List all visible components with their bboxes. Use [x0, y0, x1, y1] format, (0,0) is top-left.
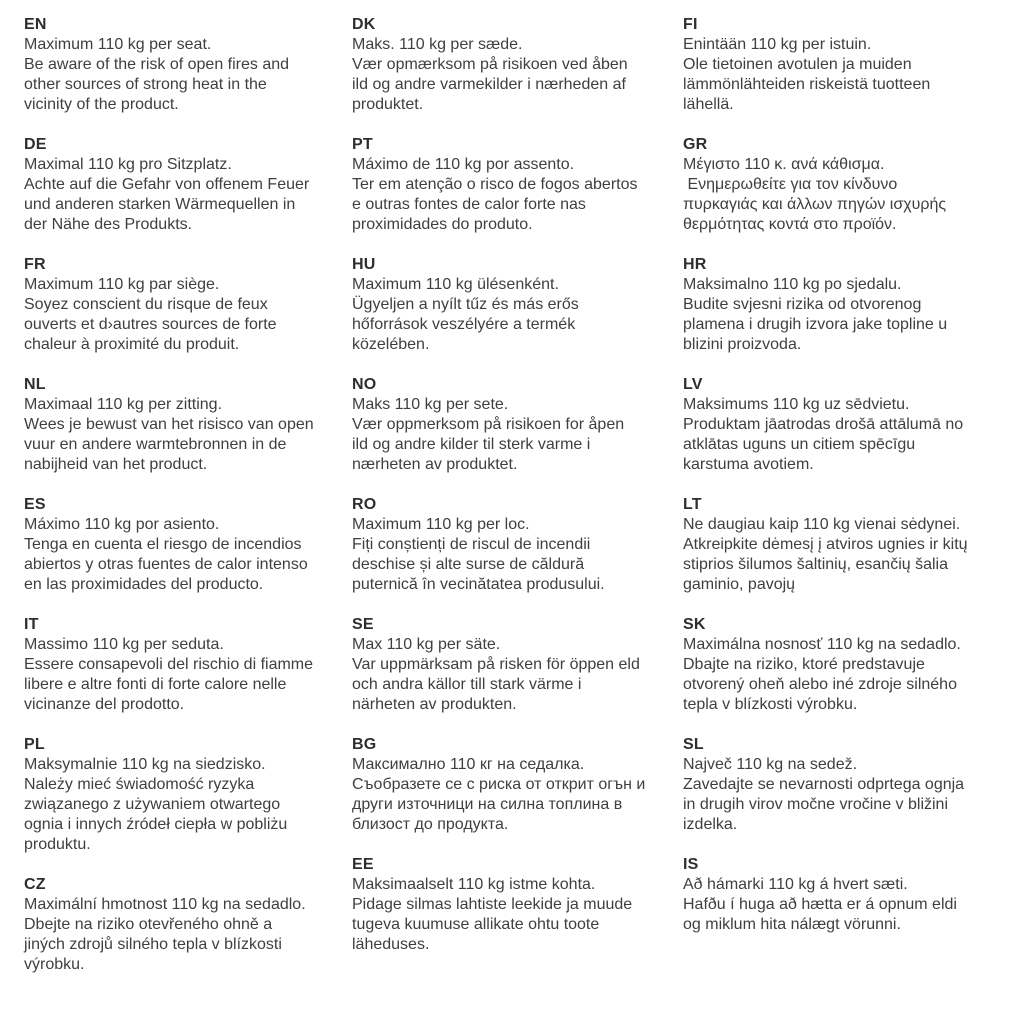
column-1 [24, 15, 352, 995]
text-line: Produktam jāatrodas drošā attālumā no [683, 416, 964, 433]
language-code-label: BG [352, 736, 377, 753]
language-block-hu [352, 255, 683, 355]
text-line: und anderen starken Wärmequellen in [24, 196, 296, 213]
text-line: og miklum hita nálægt vörunni. [683, 916, 901, 933]
text-line: Var uppmärksam på risken för öppen eld [352, 656, 640, 673]
language-code-label: NO [352, 376, 377, 393]
text-line: puternică în vecinătatea produsului. [352, 576, 605, 593]
language-block-ee [352, 855, 683, 955]
text-line: Maximální hmotnost 110 kg na sedadlo. [24, 896, 306, 913]
text-line: Ter em atenção o risco de fogos abertos [352, 176, 638, 193]
text-line: ouverts et d›autres sources de forte [24, 316, 277, 333]
text-line: Máximo de 110 kg por assento. [352, 156, 575, 173]
text-line: Máximo 110 kg por asiento. [24, 516, 220, 533]
text-line: lähellä. [683, 96, 734, 113]
text-line: läheduses. [352, 936, 430, 953]
language-code-label: SE [352, 616, 374, 633]
text-line: Að hámarki 110 kg á hvert sæti. [683, 876, 908, 893]
text-line: proximidades do produto. [352, 216, 533, 233]
text-line: Dbajte na riziko, ktoré predstavuje [683, 656, 925, 673]
language-code-label: EE [352, 856, 374, 873]
language-block-se [352, 615, 683, 715]
text-line: Be aware of the risk of open fires and [24, 56, 290, 73]
language-block-it [24, 615, 352, 715]
text-line: Vær oppmerksom på risikoen for åpen [352, 416, 625, 433]
text-line: in drugih virov močne vročine v bližini [683, 796, 948, 813]
text-line: ild og andre kilder til sterk varme i [352, 436, 591, 453]
text-line: Maximum 110 kg per loc. [352, 516, 530, 533]
text-line: e outras fontes de calor forte nas [352, 196, 586, 213]
text-line: blizini proizvoda. [683, 336, 802, 353]
text-line: Enintään 110 kg per istuin. [683, 36, 872, 53]
text-line: közelében. [352, 336, 430, 353]
text-line: Maksimums 110 kg uz sēdvietu. [683, 396, 910, 413]
language-block-bg [352, 735, 683, 835]
text-line: други източници на силна топлина в [352, 796, 623, 813]
language-block-en [24, 15, 352, 115]
language-block-cz [24, 875, 352, 975]
language-block-hr [683, 255, 1018, 355]
text-line: Максимално 110 кг на седалка. [352, 756, 585, 773]
text-line: deschise și alte surse de căldură [352, 556, 585, 573]
text-line: πυρκαγιάς και άλλων πηγών ισχυρής [683, 196, 947, 213]
text-line: Achte auf die Gefahr von offenem Feuer [24, 176, 310, 193]
text-line: nabijheid van het product. [24, 456, 208, 473]
column-2 [352, 15, 683, 995]
text-line: ild og andre varmekilder i nærheden af [352, 76, 626, 93]
text-line: en las proximidades del producto. [24, 576, 264, 593]
language-block-nl [24, 375, 352, 475]
text-line: nærheten av produktet. [352, 456, 518, 473]
text-line: Maximálna nosnosť 110 kg na sedadlo. [683, 636, 961, 653]
text-line: Massimo 110 kg per seduta. [24, 636, 224, 653]
text-line: plamena i drugih izvora jake topline u [683, 316, 948, 333]
text-line: θερμότητας κοντά στο προϊόν. [683, 216, 897, 233]
text-line: otvorený oheň alebo iné zdroje silného [683, 676, 957, 693]
text-line: vicinanze del prodotto. [24, 696, 185, 713]
language-code-label: NL [24, 376, 46, 393]
language-block-ro [352, 495, 683, 595]
language-block-is [683, 855, 1018, 935]
text-line: produktet. [352, 96, 424, 113]
text-line: tugeva kuumuse allikate ohtu toote [352, 916, 600, 933]
text-line: Maks. 110 kg per sæde. [352, 36, 523, 53]
text-line: Wees je bewust van het risisco van open [24, 416, 314, 433]
text-line: Atkreipkite dėmesį į atviros ugnies ir kitų [683, 536, 968, 553]
language-code-label: ES [24, 496, 46, 513]
text-line: Ενημερωθείτε για τον κίνδυνο [683, 176, 898, 193]
text-line: Maksimalno 110 kg po sjedalu. [683, 276, 902, 293]
language-block-fi [683, 15, 1018, 115]
text-line: other sources of strong heat in the [24, 76, 267, 93]
text-line: Ole tietoinen avotulen ja muiden [683, 56, 912, 73]
text-line: Dbejte na riziko otevřeného ohně a [24, 916, 273, 933]
language-block-sl [683, 735, 1018, 835]
language-code-label: CZ [24, 876, 46, 893]
language-code-label: GR [683, 136, 708, 153]
text-line: produktu. [24, 836, 91, 853]
language-code-label: LV [683, 376, 703, 393]
text-line: hőforrások veszélyére a termék [352, 316, 576, 333]
text-line: tepla v blízkosti výrobku. [683, 696, 858, 713]
text-line: Essere consapevoli del rischio di fiamme [24, 656, 314, 673]
text-line: der Nähe des Produkts. [24, 216, 193, 233]
text-line: Maks 110 kg per sete. [352, 396, 509, 413]
text-line: Tenga en cuenta el riesgo de incendios [24, 536, 302, 553]
language-code-label: IT [24, 616, 39, 633]
language-code-label: PL [24, 736, 45, 753]
text-line: jiných zdrojů silného tepla v blízkosti [24, 936, 282, 953]
text-line: karstuma avotiem. [683, 456, 814, 473]
text-line: Ne daugiau kaip 110 kg vienai sėdynei. [683, 516, 961, 533]
text-line: Maximal 110 kg pro Sitzplatz. [24, 156, 232, 173]
language-code-label: EN [24, 16, 47, 33]
language-code-label: RO [352, 496, 377, 513]
language-block-de [24, 135, 352, 235]
language-block-pl [24, 735, 352, 855]
text-line: Maximum 110 kg par siège. [24, 276, 220, 293]
text-line: Vær opmærksom på risikoen ved åben [352, 56, 628, 73]
text-line: abiertos y otras fuentes de calor intenso [24, 556, 308, 573]
language-block-no [352, 375, 683, 475]
text-line: Max 110 kg per säte. [352, 636, 501, 653]
text-line: Съобразете се с риска от открит огън и [352, 776, 646, 793]
text-line: Maximum 110 kg ülésenként. [352, 276, 559, 293]
language-block-fr [24, 255, 352, 355]
text-line: chaleur à proximité du produit. [24, 336, 240, 353]
text-line: Soyez conscient du risque de feux [24, 296, 268, 313]
language-code-label: HU [352, 256, 376, 273]
column-3 [683, 15, 1018, 995]
text-line: Maksymalnie 110 kg na siedzisko. [24, 756, 266, 773]
text-line: Μέγιστο 110 κ. ανά κάθισμα. [683, 156, 885, 173]
text-line: Največ 110 kg na sedež. [683, 756, 858, 773]
language-block-es [24, 495, 352, 595]
text-line: vicinity of the product. [24, 96, 179, 113]
language-block-lv [683, 375, 1018, 475]
language-code-label: DE [24, 136, 47, 153]
text-line: Maksimaalselt 110 kg istme kohta. [352, 876, 596, 893]
text-line: gaminio, pavojų [683, 576, 796, 593]
language-code-label: IS [683, 856, 699, 873]
text-line: związanego z używaniem otwartego [24, 796, 281, 813]
language-code-label: LT [683, 496, 702, 513]
language-code-label: DK [352, 16, 376, 33]
text-line: близост до продукта. [352, 816, 509, 833]
language-block-pt [352, 135, 683, 235]
text-line: ognia i innych źródeł ciepła w pobliżu [24, 816, 288, 833]
text-line: výrobku. [24, 956, 85, 973]
text-line: Pidage silmas lahtiste leekide ja muude [352, 896, 633, 913]
language-code-label: SK [683, 616, 706, 633]
text-line: lämmönlähteiden riskeistä tuotteen [683, 76, 931, 93]
language-code-label: PT [352, 136, 373, 153]
language-block-lt [683, 495, 1018, 595]
text-line: atklātas uguns un citiem spēcīgu [683, 436, 916, 453]
text-line: izdelka. [683, 816, 738, 833]
language-code-label: FR [24, 256, 46, 273]
text-line: Maximum 110 kg per seat. [24, 36, 212, 53]
text-line: Hafðu í huga að hætta er á opnum eldi [683, 896, 957, 913]
text-line: Maximaal 110 kg per zitting. [24, 396, 223, 413]
language-block-dk [352, 15, 683, 115]
text-line: Ügyeljen a nyílt tűz és más erős [352, 296, 579, 313]
text-line: Fiți conștienți de riscul de incendii [352, 536, 591, 553]
text-line: vuur en andere warmtebronnen in de [24, 436, 287, 453]
language-code-label: HR [683, 256, 707, 273]
text-line: Zavedajte se nevarnosti odprtega ognja [683, 776, 965, 793]
text-line: och andra källor till stark värme i [352, 676, 582, 693]
language-block-sk [683, 615, 1018, 715]
language-code-label: FI [683, 16, 698, 33]
text-line: Należy mieć świadomość ryzyka [24, 776, 255, 793]
language-block-gr [683, 135, 1018, 235]
text-line: närheten av produkten. [352, 696, 517, 713]
text-line: libere e altre fonti di forte calore nelle [24, 676, 287, 693]
text-line: Budite svjesni rizika od otvorenog [683, 296, 922, 313]
text-line: stiprios šilumos šaltinių, esančių šalia [683, 556, 948, 573]
language-code-label: SL [683, 736, 704, 753]
